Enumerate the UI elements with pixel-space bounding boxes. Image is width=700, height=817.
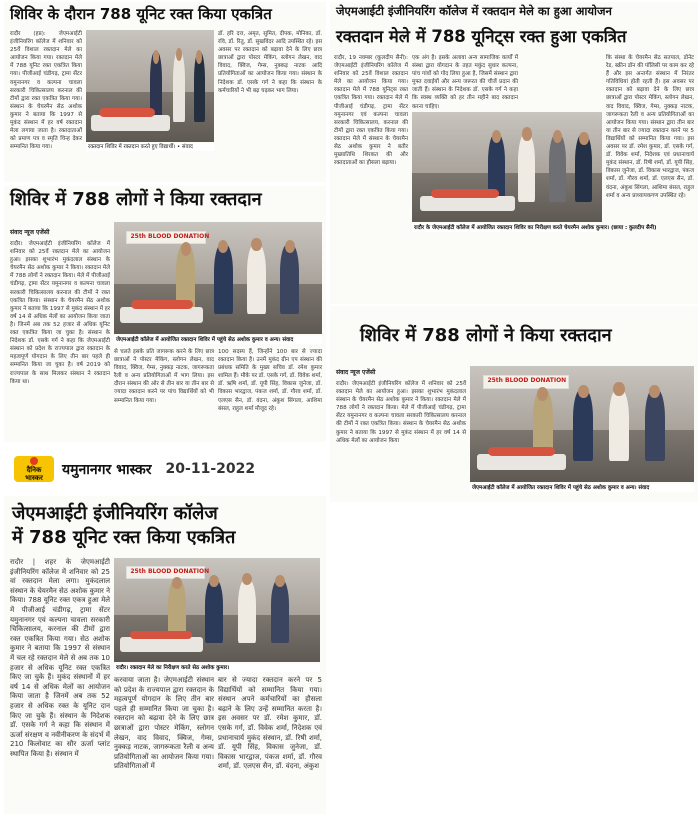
clip3-banner: 25th BLOOD DONATION — [126, 231, 205, 244]
clip4-byline: संवाद न्यूज एजेंसी — [336, 369, 376, 376]
news-clip-3 — [4, 186, 326, 442]
clip5-body-mid: करवाया जाता है। जेएमआईटी संस्थान को प्रदेश के राज्यपाल द्वारा रक्तदान के महत्वपूर्ण योगदान के लिए तीन बार पहले ही सम्मानित किया जा चुका है। रक्तदान को बढ़ावा देने के लिए छात्र छात्राओं द्वारा पोस्टर मेकिंग, स्लोगन लेखन, वाद विवाद, क्विज, गेम्स, नुक्कड़ नाटक, जागरूकता रैली व अन्य प्रतियोगिताओं का आयोजन किया गया। प्रतियोगिताओं में — [114, 676, 214, 771]
clip1-body-right: डॉ. हरि दत्त, अमृत, सुमित, दीपक, मोनिका, डॉ. रवि, डॉ. रितु, डॉ. सुखविंदर आदि उपस्थित रहे। इस अवसर पर रक्तदान को बढ़ावा देने के लिए छात्र छात्राओं द्वारा पोस्टर मेकिंग, स्लोगन लेखन, वाद विवाद, क्विज, गेम्स, नुक्कड़ नाटक आदि प्रतियोगिताओं का आयोजन किया गया। संस्थान के निदेशक डॉ. एसके गर्ग ने कहा कि संस्थान के कर्मचारियों ने भी बढ़ चढ़कर भाग लिया। — [218, 31, 322, 94]
clip5-headline-line2: में 788 यूनिट रक्त किया एकत्रित — [12, 527, 236, 548]
clip3-byline: संवाद न्यूज एजेंसी — [10, 229, 50, 236]
masthead — [14, 452, 314, 486]
clip2-photo-caption: रादौर के जेएमआईटी कॉलेज में आयोजित रक्तदान शिविर का निरीक्षण करते चेयरमैन अशोक कुमार। (छाया : कुलदीप सैनी) — [414, 225, 657, 231]
clip2-body-right: कि संस्था के चेयरमैन सेठ सतपाल, डोनेट रेड, स्क्रीन डॉन की पॉलिसी पर काम कर रहे हैं और इस अन्तर्गत संस्थान में निरंतर गतिविधियां होती रहती हैं। इस अवसर पर रक्तदान को बढ़ावा देने के लिए छात्र छात्राओं द्वारा पोस्टर मेकिंग, स्लोगन लेखन, वाद विवाद, क्विज, गेम्स, नुक्कड़ नाटक, जागरूकता रैली व अन्य प्रतियोगिताओं का आयोजन किया गया। संस्थान द्वारा तीन बार या तीन बार से ज्यादा रक्तदान करने पर 5 विद्यार्थियों को सम्मानित किया गया। इस अवसर पर डॉ. रमेश कुमार, डॉ. एसके गर्ग, डॉ. विवेक शर्मा, निदेशक एवं प्रधानाचार्य मुकंद संस्थान, डॉ. रिषी शर्मा, डॉ. यूपी सिंह, विकास जुनेजा, डॉ. विकास भारद्वाज, पंकज शर्मा, डॉ. गौरव शर्मा, डॉ. एलएस सैन, डॉ. वंदना, अंकुश सिंगला, आशिमा बंसल, राहुल शर्मा व अन्य प्राध्यापकगण उपस्थित रहे। — [606, 55, 694, 199]
news-clip-5 — [4, 496, 326, 814]
masthead-date: 20-11-2022 — [165, 461, 256, 477]
clip3-photo — [114, 222, 322, 334]
sun-icon — [30, 457, 38, 465]
clip5-photo — [114, 558, 320, 662]
logo-line2: भास्कर — [25, 473, 43, 482]
clip4-photo — [470, 366, 694, 482]
clip3-body-left: रादौर। जेएमआईटी इंजीनियरिंग कॉलेज में शनिवार को 25वें रक्तदान मेले का आयोजन हुआ। इसका शुभारंभ मुकंदलाल संस्थान के चेयरमैन सेठ अशोक कुमार ने किया। रक्तदान मेले में 788 लोगों ने रक्तदान किया। मेले में पीजीआई चंडीगढ़, ट्रामा सेंटर यमुनानगर व कल्पना चावला सरकारी चिकित्सालय करनाल की टीमों ने रक्त एकत्रित किया। संस्थान के चेयरमैन सेठ अशोक कुमार ने बताया कि 1997 से मुकंद संस्थान में हर वर्ष 14 से अधिक मेलों का आयोजन किया जाता है। जिनमें अब तक 52 हजार से अधिक यूनिट रक्त एकत्रित किया जा चुका है। संस्थान के निदेशक डॉ. एसके गर्ग ने कहा कि जेएमआईटी संस्थान को प्रदेश के राज्यपाल द्वारा रक्तदान के महत्वपूर्ण योगदान के लिए तीन बार पहले ही सम्मानित किया जा चुका है। वर्ष 2019 को राज्यपाल के साथ मिलकर संस्थान ने रक्तदान किया था। — [10, 241, 110, 385]
clip3-body-mid: से चलते इसके प्रति जागरूक करने के लिए छात्र छात्राओं ने पोस्टर मेकिंग, स्लोगन लेखन, वाद विवाद, क्विज, गेम्स, नुक्कड़ नाटक, जागरूकता रैली व अन्य प्रतियोगिताओं में भाग लिया। इस दौरान संस्थान की ओर से तीन बार या तीन बार से ज्यादा रक्तदान करने पर पांच विद्यार्थियों को भी सम्मानित किया गया। — [114, 349, 214, 404]
news-clip-1 — [4, 2, 326, 182]
clip5-body-right: बार से ज्यादा रक्तदान करने पर 5 विद्यार्थियों को सम्मानित किया गया। संस्थान अपने कर्मचारियों का हौसला बढ़ाने के लिए उन्हें सम्मानित करता है। इस अवसर पर डॉ. रमेश कुमार, डॉ. एसके गर्ग, डॉ. विवेक शर्मा, निदेशक एवं प्रधानाचार्य मुकंद संस्थान, डॉ. रिषी शर्मा, डॉ. यूपी सिंह, विकास जुनेजा, डॉ. विकास भारद्वाज, पंकज शर्मा, डॉ. गौरव शर्मा, डॉ. एलएस सैन, डॉ. वंदना, अंकुश — [218, 676, 322, 771]
clip2-photo — [412, 112, 602, 222]
clip5-body-left: रादौर | शहर के जेएमआईटी इंजीनियरिंग कॉलेज में शनिवार को 25 वां रक्तदान मेला लगा। मुकंदलाल संस्थान के चेयरमैन सेठ अशोक कुमार ने किया। 788 यूनिट रक्त एकत्र हुआ मेले में पीजीआई चंडीगढ़, ट्रामा सेंटर यमुनानगर एवं कल्पना चावला सरकारी चिकित्सालय, करनाल की टीमों द्वारा रक्त एकत्रित किया गया। सेठ अशोक कुमार ने बताया कि 1997 से संस्थान में चल रहे रक्तदान मेले से अब तक 10 हजार से अधिक यूनिट रक्त एकत्रित किए जा चुके हैं। मुकंद संस्थानों में हर वर्ष 14 से अधिक मेलों का आयोजन किया जाता है जिनमें अब तक 52 हजार से अधिक रक्त के यूनिट दान किए जा चुके हैं। संस्थान के निदेशक डॉ. एसके गर्ग ने कहा कि संस्थान में ऊर्जा संरक्षण व नवीनीकरण के संदर्भ में 210 किलोवाट का सौर ऊर्जा प्लांट स्थापित किया है। संस्थान में — [10, 558, 110, 758]
clip3-headline: शिविर में 788 लोगों ने किया रक्तदान — [10, 189, 262, 210]
clip5-banner: 25th BLOOD DONATION — [126, 566, 204, 578]
clip1-headline: शिविर के दौरान 788 यूनिट रक्त किया एकत्रित — [10, 5, 272, 23]
clip5-headline-line1: जेएमआईटी इंजीनियरिंग कॉलेज — [12, 503, 218, 524]
clip3-body-right: 100 सदस्य हैं, जिन्होंने 100 बार से ज्यादा रक्तदान किया है। उनमें मुकंद ग्रीन एप संस्थान की प्रबंधक समिति के मुख्य सचिव डॉ. रमेश कुमार शामिल हैं। मौके पर डॉ. एसके गर्ग, डॉ. विवेक शर्मा, डॉ. ऋषि शर्मा, डॉ. यूपी सिंह, विकास जुनेजा, डॉ. विकास भारद्वाज, पंकज शर्मा, डॉ. गौरव शर्मा, डॉ. एलएस सैन, डॉ. वंदना, अंकुश सिंगला, आशिमा बंसल, राहुल शर्मा मौजूद रहे। — [218, 349, 322, 412]
clip2-body-mid: एक अंग है। इसके अलावा अन्य सामाजिक कार्यों में संस्था द्वारा योगदान के तहत मकुंद सुधार कल्पना, पांच गांवों को गोद लिया हुआ है, जिसमें संस्थान द्वारा मुफ्त दवाईयों और अन्य जरूरत की चीजें प्रदान की जाती हैं। संस्थान के निदेशक डॉ. एसके गर्ग ने कहा कि स्वस्थ व्यक्ति को हर तीन महीने बाद रक्तदान करना चाहिए। — [412, 55, 518, 110]
clip1-body-left: रादौर (हप्र): जेएमआईटी इंजीनियरिंग कॉलेज में शनिवार को 25वें विशाल रक्तदान मेले का आयोजन किया गया। रक्तदान मेले में 788 यूनिट रक्त एकत्रित किया गया। पीजीआई चंडीगढ़, ट्रामा सेंटर यमुनानगर व कल्पना चावला सरकारी चिकित्सालय करनाल की टीमों द्वारा रक्त एकत्रित किया गया। संस्थान के चेयरमैन सेठ अशोक कुमार ने बताया कि 1997 से मुकंद संस्थान में हर वर्ष रक्तदान मेला लगाया जाता है। रक्तदाताओं को प्रमाण पत्र व स्मृति चिन्ह देकर सम्मानित किया गया। — [10, 31, 82, 151]
clip1-photo — [86, 30, 214, 142]
clip4-banner: 25th BLOOD DONATION — [483, 375, 568, 389]
news-clip-2 — [330, 2, 698, 304]
news-clip-4 — [330, 306, 698, 502]
masthead-city: यमुनानगर भास्कर — [62, 461, 152, 478]
clip4-photo-caption: जेएमआईटी कॉलेज में आयोजित रक्तदान शिविर में पहुंचे सेठ अशोक कुमार व अन्य। संवाद — [470, 484, 694, 492]
clip2-body-left: रादौर, 19 नवम्बर (कुलदीप सैनी): जेएमआईटी इंजीनियरिंग कॉलेज में शनिवार को 25वें विशाल रक्तदान मेले का आयोजन किया गया। रक्तदान मेले में 788 यूनिट्स रक्त एकत्रित किया गया। रक्तदान मेले में पीजीआई चंडीगढ़, ट्रामा सेंटर यमुनानगर एवं कल्पना चावला सरकारी चिकित्सालय, करनाल की टीमों द्वारा रक्त एकत्रित किया गया। रक्तदान मेले में संस्थान के चेयरमैन सेठ अशोक कुमार ने बतौर मुख्यातिथि शिरकत की और रक्तदाताओं का हौसला बढ़ाया। — [334, 55, 408, 167]
clip5-photo-caption: रादौर। रक्तदान मेले का निरीक्षण करते सेठ अशोक कुमार। — [114, 664, 320, 672]
clip2-subheadline: रक्तदान मेले में 788 यूनिट्स रक्त हुआ एकत्रित — [336, 27, 627, 46]
logo-line1: दैनिक — [26, 465, 42, 474]
clip4-body: रादौर। जेएमआईटी इंजीनियरिंग कॉलेज में शनिवार को 25वें रक्तदान मेले का आयोजन हुआ। इसका शुभारंभ मुकंदलाल संस्थान के चेयरमैन सेठ अशोक कुमार ने किया। रक्तदान मेले में 788 लोगों ने रक्तदान किया। मेले में पीजीआई चंडीगढ़, ट्रामा सेंटर यमुनानगर व कल्पना चावला सरकारी चिकित्सालय करनाल की टीमों ने रक्त एकत्रित किया। संस्थान के चेयरमैन सेठ अशोक कुमार ने बताया कि 1997 से मुकंद संस्थान में हर वर्ष 14 से अधिक मेलों का आयोजन किया — [336, 381, 466, 444]
clip2-headline: जेएमआईटी इंजीनियरिंग कॉलेज में रक्तदान मेले का हुआ आयोजन — [336, 4, 612, 18]
clip4-headline: शिविर में 788 लोगों ने किया रक्तदान — [360, 325, 612, 346]
dainik-bhaskar-logo — [14, 456, 54, 482]
clip3-photo-caption: जेएमआईटी कॉलेज में आयोजित रक्तदान शिविर में पहुंचे सेठ अशोक कुमार व अन्य। संवाद — [114, 336, 322, 344]
clip1-photo-caption: रक्तदान शिविर में रक्तदान करते हुए विद्यार्थी। • संवाद — [86, 143, 214, 151]
